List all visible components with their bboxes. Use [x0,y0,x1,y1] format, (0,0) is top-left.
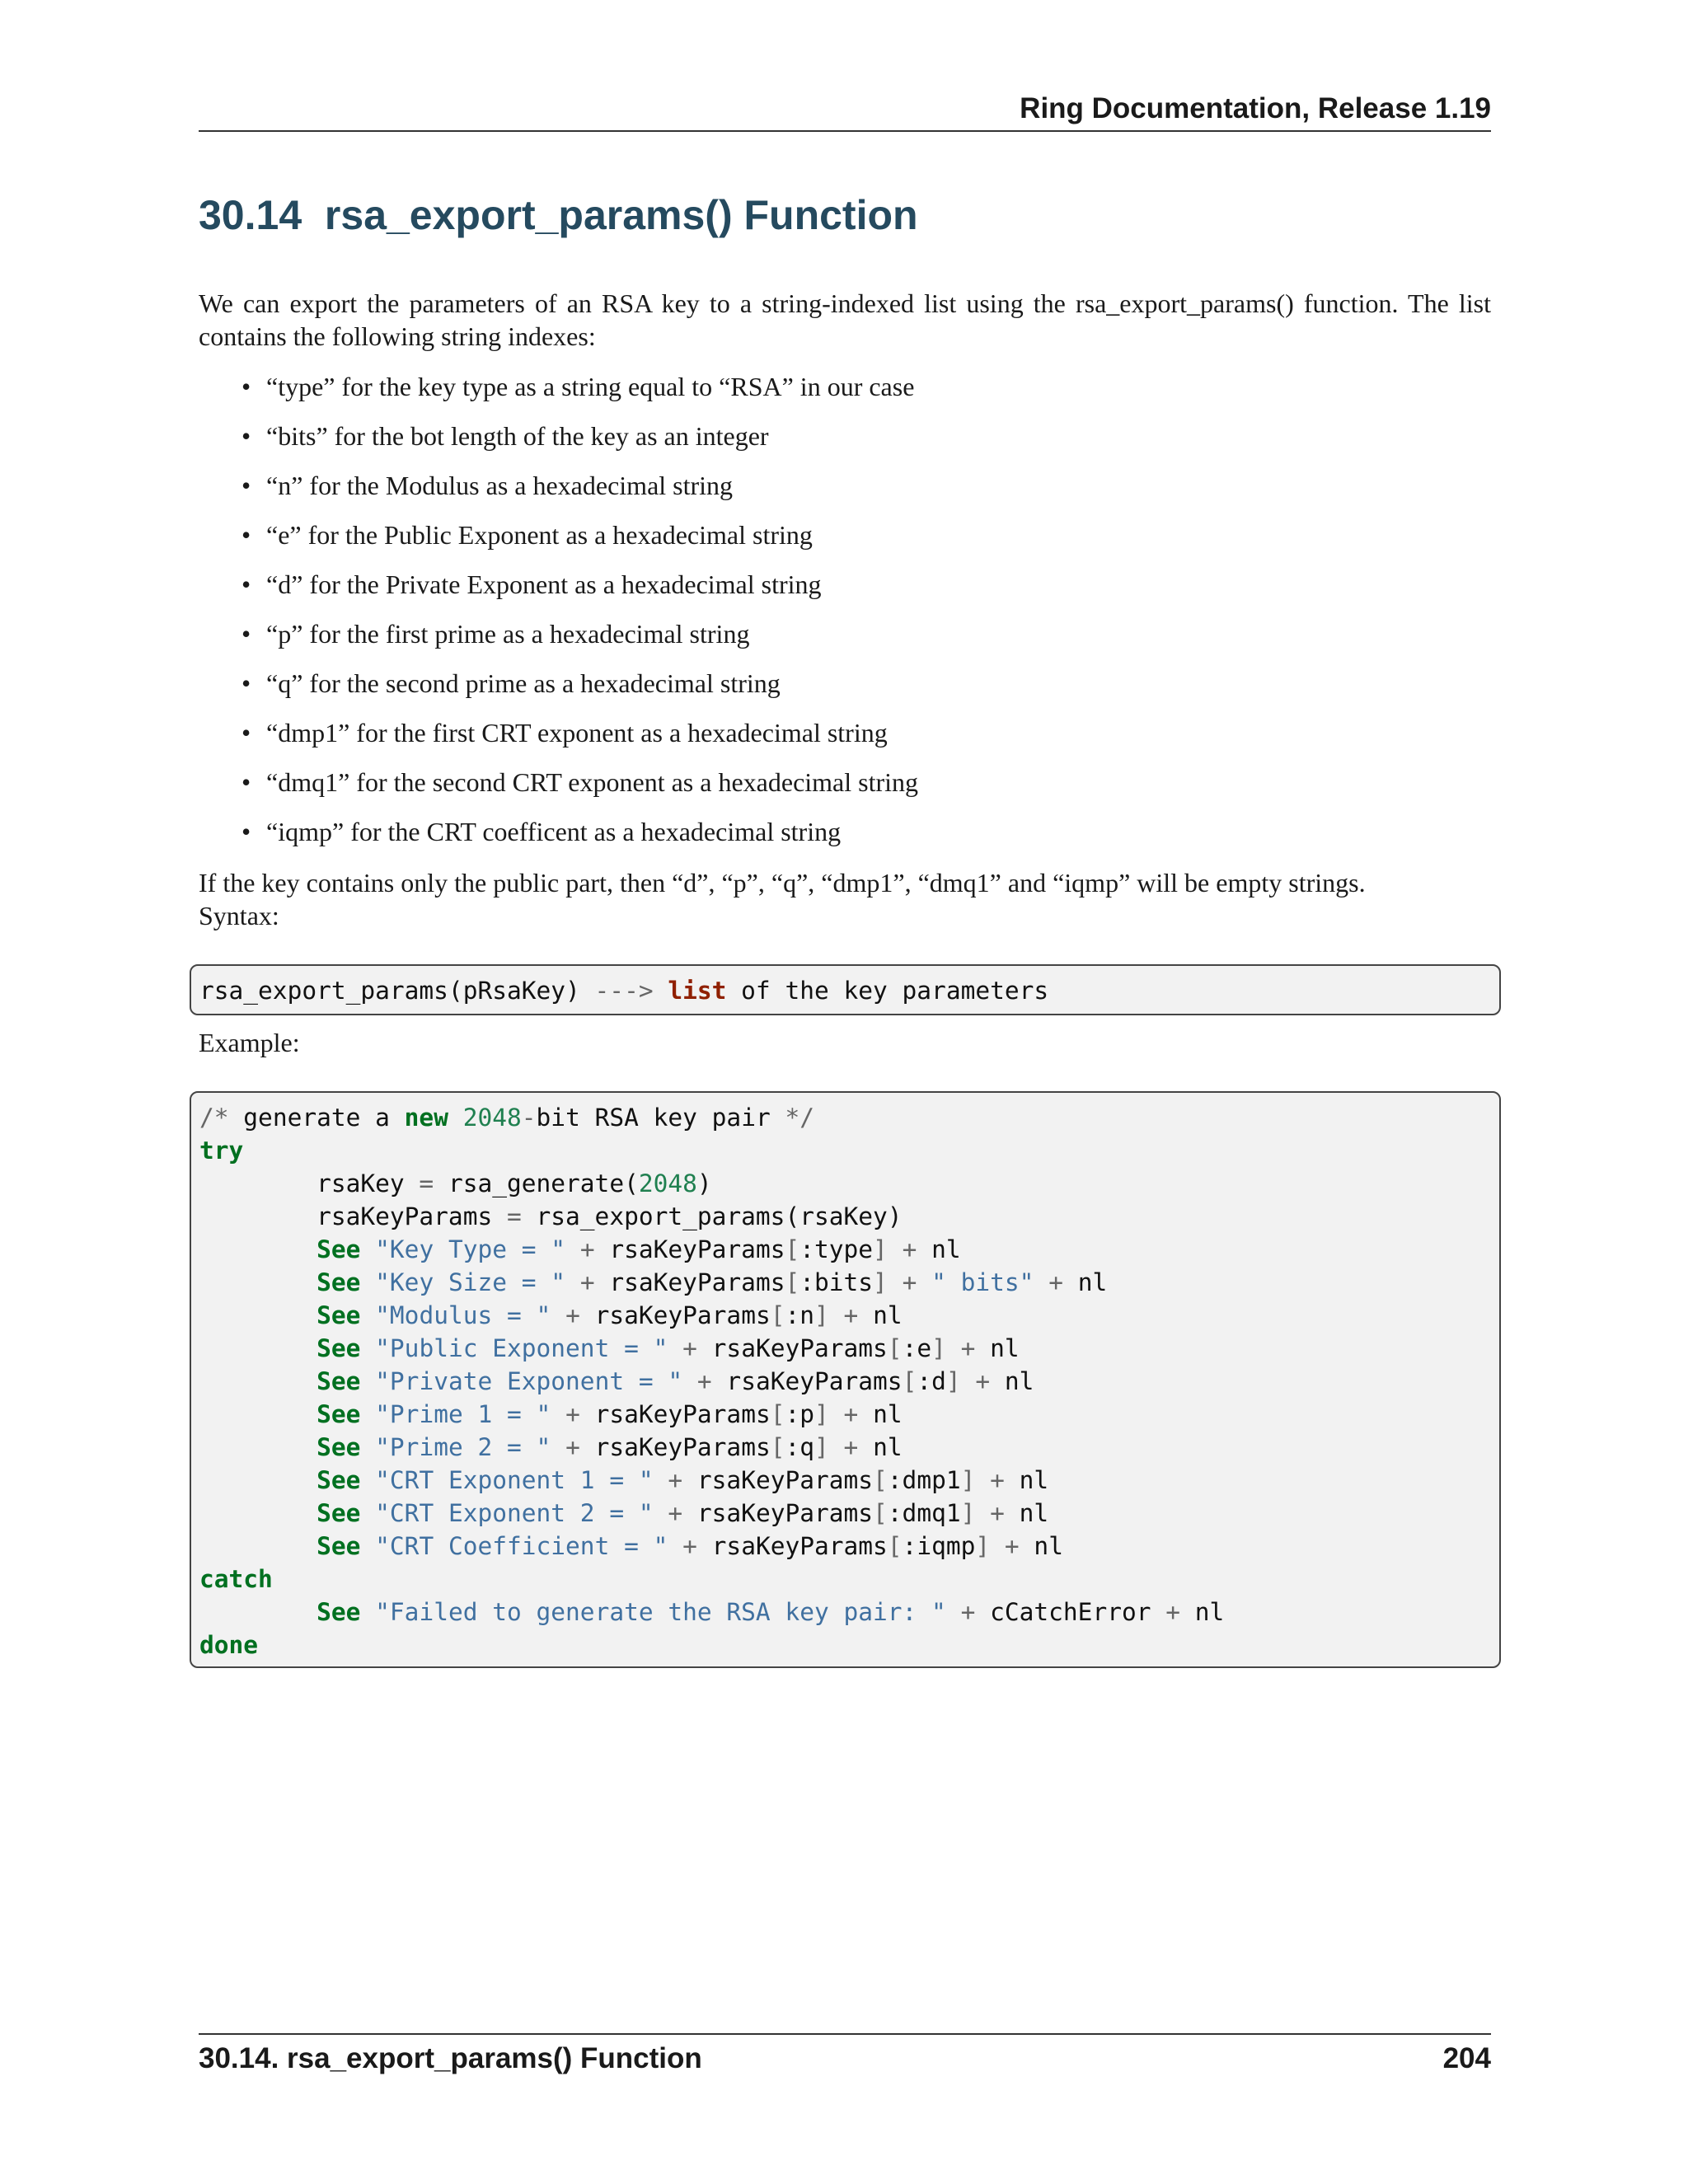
example-code-block [190,1091,1501,1668]
list-item [199,716,1491,766]
syntax-label: Syntax: [199,901,279,930]
bullet-icon: • [241,372,251,401]
footer-rule [199,2033,1491,2035]
section-title-text: rsa_export_params() Function [324,192,918,238]
page-number: 204 [1442,2042,1491,2074]
bullet-icon: • [241,421,251,451]
footer-section-ref: 30.14. rsa_export_params() Function [199,2042,702,2074]
list-item [199,667,1491,716]
bullet-icon: • [241,767,251,797]
list-item [199,568,1491,617]
list-item-text: “d” for the Private Exponent as a hexadecimal string [266,569,822,599]
list-item-text: “e” for the Public Exponent as a hexadecimal string [266,520,813,550]
list-item-text: “dmq1” for the second CRT exponent as a hexadecimal string [266,767,919,797]
list-item [199,370,1491,419]
running-header: Ring Documentation, Release 1.19 [1020,92,1491,124]
list-item [199,766,1491,815]
list-item [199,469,1491,518]
intro-paragraph: We can export the parameters of an RSA key to a string-indexed list using the rsa_export_params() function. The list contains the following string indexes: [199,288,1491,351]
list-item [199,815,1491,865]
public-key-note: If the key contains only the public part, then “d”, “p”, “q”, “dmp1”, “dmq1” and “iqmp” will be empty strings. [199,868,1366,898]
example-code: /* generate a new 2048-bit RSA key pair */ try rsaKey = rsa_generate(2048) rsaKeyParams = rsa_export_params(rsaKey) See "Key Type = " + rsaKeyParams[:type] + nl See "Key Size = " + rsaKeyParams[:bits] + " bits" + nl See "Modulus = " + rsaKeyParams[:n] + nl See "Public Exponent = " + rsaKeyParams[:e] + nl See "Private Exponent = " + rsaKeyParams[:d] + nl See "Prime 1 = " + rsaKeyParams[:p] + nl See "Prime 2 = " + rsaKeyParams[:q] + nl See "CRT Exponent 1 = " + rsaKeyParams[:dmp1] + nl See "CRT Exponent 2 = " + rsaKeyParams[:dmq1] + nl See "CRT Coefficient = " + rsaKeyParams[:iqmp] + nl catch See "Failed to generate the RSA key pair: " + cCatchError + nl done [199,1104,1225,1659]
list-item [199,617,1491,667]
bullet-icon: • [241,817,251,846]
header-rule [199,130,1491,132]
bullet-icon: • [241,471,251,500]
list-item-text: “type” for the key type as a string equal to “RSA” in our case [266,372,915,401]
bullet-icon: • [241,668,251,698]
bullet-icon: • [241,619,251,649]
list-item-text: “p” for the first prime as a hexadecimal string [266,619,750,649]
string-index-list [199,370,1491,865]
bullet-icon: • [241,520,251,550]
syntax-code-block [190,964,1501,1015]
list-item-text: “n” for the Modulus as a hexadecimal string [266,471,734,500]
bullet-icon: • [241,569,251,599]
list-item-text: “iqmp” for the CRT coefficent as a hexadecimal string [266,817,842,846]
list-item-text: “bits” for the bot length of the key as an integer [266,421,769,451]
list-item [199,419,1491,469]
bullet-icon: • [241,718,251,748]
section-title [199,191,918,239]
syntax-code: rsa_export_params(pRsaKey) ---> list of the key parameters [199,977,1049,1005]
section-number: 30.14 [199,192,302,238]
list-item-text: “q” for the second prime as a hexadecimal string [266,668,781,698]
list-item-text: “dmp1” for the first CRT exponent as a hexadecimal string [266,718,888,748]
list-item [199,518,1491,568]
example-label: Example: [199,1028,300,1057]
